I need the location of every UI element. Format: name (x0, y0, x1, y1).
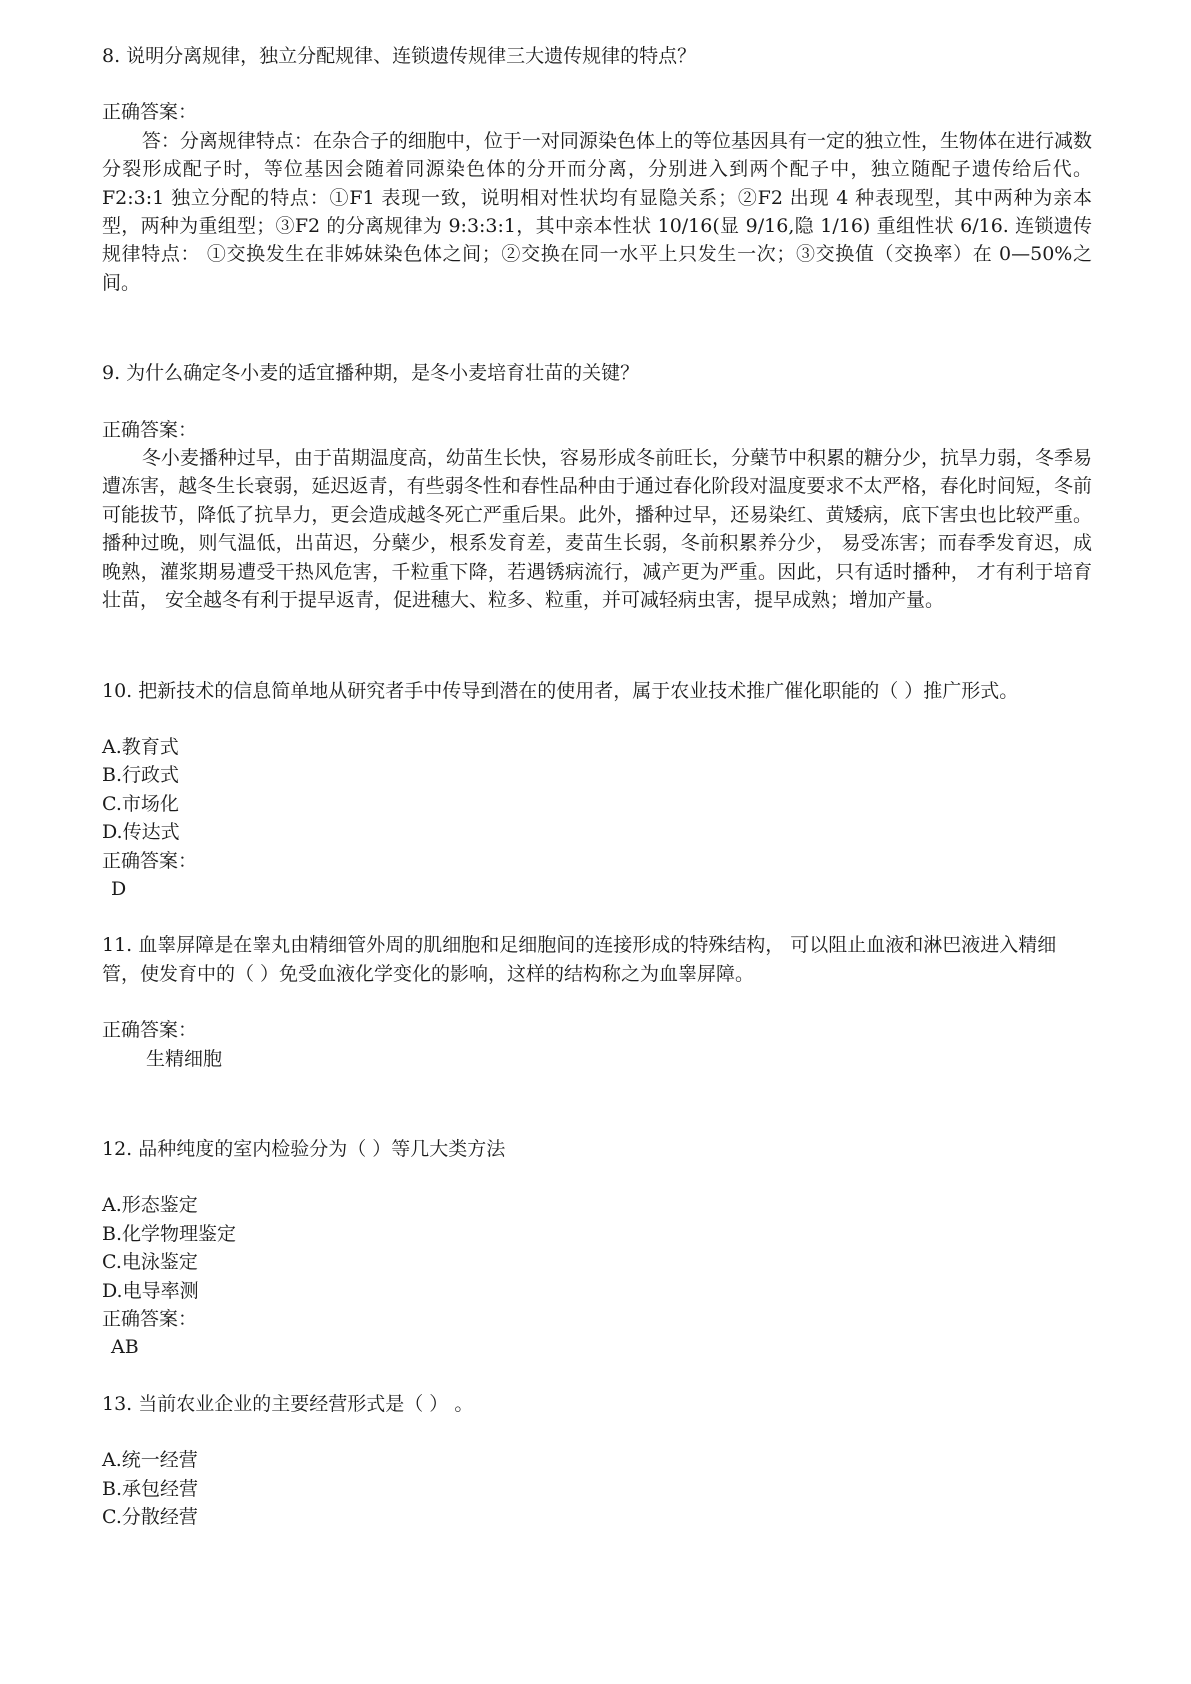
question-13 (102, 1390, 1092, 1532)
answer-text: D (111, 877, 127, 900)
question-8 (102, 42, 1092, 297)
options-list (102, 1446, 1092, 1531)
question-12 (102, 1135, 1092, 1362)
options-list (102, 1191, 1092, 1305)
option-c: C.分散经营 (102, 1506, 198, 1529)
question-title: 12. 品种纯度的室内检验分为（ ）等几大类方法 (102, 1137, 506, 1160)
option-c: C.市场化 (102, 792, 179, 815)
answer-label: 正确答案： (102, 101, 198, 124)
question-title: 10. 把新技术的信息简单地从研究者手中传导到潜在的使用者，属于农业技术推广催化职能的（ ）推广形式。 (102, 679, 1019, 702)
answer-text: AB (111, 1336, 139, 1359)
question-9 (102, 359, 1092, 614)
answer-label: 正确答案： (102, 1019, 198, 1042)
question-title: 9. 为什么确定冬小麦的适宜播种期，是冬小麦培育壮苗的关键？ (102, 362, 640, 385)
option-a: A.教育式 (102, 735, 179, 758)
question-11 (102, 931, 1092, 1073)
option-d: D.电导率测 (102, 1279, 199, 1302)
answer-text: 冬小麦播种过早，由于苗期温度高，幼苗生长快，容易形成冬前旺长，分蘖节中积累的糖分少，抗旱力弱，冬季易遭冻害，越冬生长衰弱，延迟返青，有些弱冬性和春性品种由于通过春化阶段对温度要求不太严格，春化时间短，冬前可能拔节，降低了抗旱力，更会造成越冬死亡严重后果。此外，播种过早，还易染红、黄矮病，底下害虫也比较严重。播种过晚，则气温低，出苗迟，分蘖少，根系发育差，麦苗生长弱，冬前积累养分少， 易受冻害；而春季发育迟，成晚熟，灌浆期易遭受干热风危害，千粒重下降，若遇锈病流行，减产更为严重。因此，只有适时播种， 才有利于培育壮苗， 安全越冬有利于提早返青，促进穗大、粒多、粒重，并可减轻病虫害，提早成熟；增加产量。 (102, 447, 1092, 612)
options-list (102, 733, 1092, 847)
option-a: A.形态鉴定 (102, 1194, 198, 1217)
option-b: B.承包经营 (102, 1477, 199, 1500)
exam-page (102, 42, 1092, 1531)
question-title: 13. 当前农业企业的主要经营形式是（ ） 。 (102, 1392, 474, 1415)
option-b: B.行政式 (102, 764, 180, 787)
answer-text: 生精细胞 (146, 1047, 223, 1070)
answer-label: 正确答案： (102, 1308, 198, 1330)
option-d: D.传达式 (102, 821, 180, 844)
answer-text: 答：分离规律特点：在杂合子的细胞中，位于一对同源染色体上的等位基因具有一定的独立性，生物体在进行减数分裂形成配子时，等位基因会随着同源染色体的分开而分离，分别进入到两个配子中，独立随配子遗传给后代。F2:3:1 独立分配的特点：①F1 表现一致，说明相对性状均有显隐关系；②F2 出现 4 种表现型，其中两种为亲本型，两种为重组型；③F2 的分离规律为 9:3:3:1，其中亲本性状 10/16(显 9/16,隐 1/16) 重组性状 6/16. 连锁遗传规律特点： ①交换发生在非姊妹染色体之间；②交换在同一水平上只发生一次；③交换值（交换率）在 0—50%之间。 (102, 129, 1092, 294)
option-b: B.化学物理鉴定 (102, 1222, 237, 1245)
question-title: 11. 血睾屏障是在睾丸由精细管外周的肌细胞和足细胞间的连接形成的特殊结构， 可以阻止血液和淋巴液进入精细管，使发育中的（ ）免受血液化学变化的影响，这样的结构称之为血睾屏障。 (102, 934, 1057, 985)
question-title: 8. 说明分离规律，独立分配规律、连锁遗传规律三大遗传规律的特点？ (102, 45, 697, 67)
option-a: A.统一经营 (102, 1449, 198, 1472)
question-10 (102, 677, 1092, 904)
answer-label: 正确答案： (102, 418, 198, 441)
answer-label: 正确答案： (102, 849, 198, 872)
option-c: C.电泳鉴定 (102, 1251, 198, 1274)
